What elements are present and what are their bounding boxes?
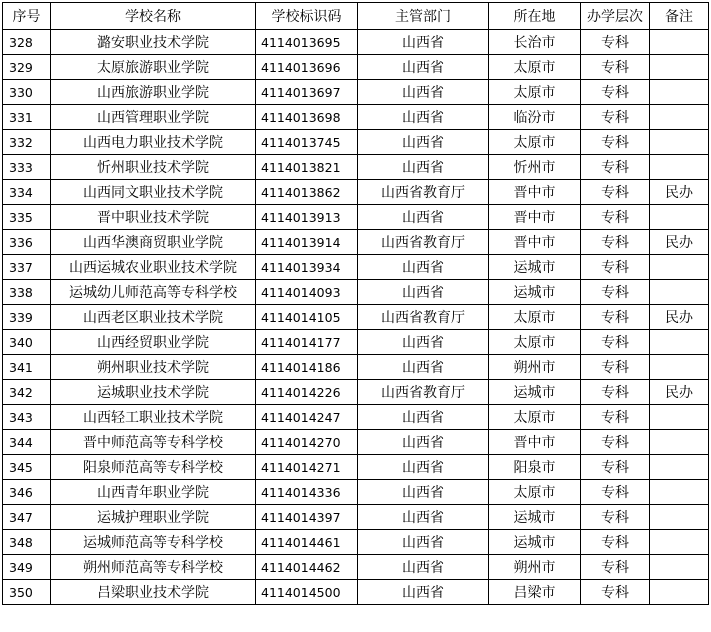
cell-level: 专科 xyxy=(581,555,650,580)
cell-department: 山西省 xyxy=(358,255,489,280)
cell-notes: 民办 xyxy=(650,380,709,405)
table-row xyxy=(3,580,709,605)
cell-location: 运城市 xyxy=(489,380,581,405)
table-row xyxy=(3,405,709,430)
cell-level: 专科 xyxy=(581,30,650,55)
cell-index: 341 xyxy=(3,355,51,380)
cell-notes xyxy=(650,130,709,155)
header-location: 所在地 xyxy=(489,3,581,30)
cell-location: 忻州市 xyxy=(489,155,581,180)
cell-school-code: 4114013913 xyxy=(256,205,358,230)
cell-school-name: 潞安职业技术学院 xyxy=(51,30,256,55)
cell-school-name: 晋中职业技术学院 xyxy=(51,205,256,230)
cell-department: 山西省 xyxy=(358,355,489,380)
cell-school-code: 4114013821 xyxy=(256,155,358,180)
cell-school-name: 运城师范高等专科学校 xyxy=(51,530,256,555)
cell-location: 太原市 xyxy=(489,330,581,355)
cell-location: 太原市 xyxy=(489,130,581,155)
cell-level: 专科 xyxy=(581,230,650,255)
cell-index: 339 xyxy=(3,305,51,330)
cell-index: 342 xyxy=(3,380,51,405)
cell-notes xyxy=(650,530,709,555)
table-row xyxy=(3,130,709,155)
cell-location: 临汾市 xyxy=(489,105,581,130)
cell-level: 专科 xyxy=(581,55,650,80)
cell-level: 专科 xyxy=(581,330,650,355)
cell-school-name: 运城职业技术学院 xyxy=(51,380,256,405)
table-row xyxy=(3,530,709,555)
cell-department: 山西省 xyxy=(358,405,489,430)
cell-notes xyxy=(650,455,709,480)
cell-index: 332 xyxy=(3,130,51,155)
cell-location: 太原市 xyxy=(489,305,581,330)
cell-notes xyxy=(650,430,709,455)
cell-level: 专科 xyxy=(581,405,650,430)
cell-level: 专科 xyxy=(581,305,650,330)
cell-notes xyxy=(650,505,709,530)
table-row xyxy=(3,230,709,255)
cell-location: 晋中市 xyxy=(489,180,581,205)
header-row xyxy=(3,3,709,30)
header-school-code: 学校标识码 xyxy=(256,3,358,30)
cell-school-name: 山西华澳商贸职业学院 xyxy=(51,230,256,255)
cell-department: 山西省 xyxy=(358,280,489,305)
cell-school-name: 山西旅游职业学院 xyxy=(51,80,256,105)
cell-level: 专科 xyxy=(581,455,650,480)
cell-school-code: 4114013695 xyxy=(256,30,358,55)
cell-school-code: 4114014500 xyxy=(256,580,358,605)
cell-school-code: 4114014271 xyxy=(256,455,358,480)
cell-level: 专科 xyxy=(581,480,650,505)
cell-school-code: 4114014462 xyxy=(256,555,358,580)
cell-notes xyxy=(650,55,709,80)
cell-index: 335 xyxy=(3,205,51,230)
cell-notes xyxy=(650,155,709,180)
cell-level: 专科 xyxy=(581,380,650,405)
cell-notes xyxy=(650,355,709,380)
cell-location: 太原市 xyxy=(489,480,581,505)
cell-index: 336 xyxy=(3,230,51,255)
cell-school-code: 4114013696 xyxy=(256,55,358,80)
cell-location: 运城市 xyxy=(489,505,581,530)
table-body xyxy=(3,30,709,605)
table-row xyxy=(3,455,709,480)
cell-index: 337 xyxy=(3,255,51,280)
cell-notes xyxy=(650,105,709,130)
cell-location: 运城市 xyxy=(489,255,581,280)
cell-school-code: 4114013914 xyxy=(256,230,358,255)
cell-location: 阳泉市 xyxy=(489,455,581,480)
header-school-name: 学校名称 xyxy=(51,3,256,30)
cell-index: 348 xyxy=(3,530,51,555)
cell-index: 345 xyxy=(3,455,51,480)
cell-notes: 民办 xyxy=(650,230,709,255)
cell-school-name: 朔州师范高等专科学校 xyxy=(51,555,256,580)
table-row xyxy=(3,80,709,105)
cell-school-name: 山西经贸职业学院 xyxy=(51,330,256,355)
table-row xyxy=(3,55,709,80)
cell-level: 专科 xyxy=(581,180,650,205)
cell-school-code: 4114013745 xyxy=(256,130,358,155)
cell-school-name: 太原旅游职业学院 xyxy=(51,55,256,80)
cell-school-name: 忻州职业技术学院 xyxy=(51,155,256,180)
table-row xyxy=(3,155,709,180)
cell-location: 晋中市 xyxy=(489,430,581,455)
cell-school-code: 4114014397 xyxy=(256,505,358,530)
table-row xyxy=(3,255,709,280)
cell-index: 340 xyxy=(3,330,51,355)
cell-level: 专科 xyxy=(581,105,650,130)
cell-notes: 民办 xyxy=(650,180,709,205)
cell-location: 长治市 xyxy=(489,30,581,55)
cell-school-code: 4114014247 xyxy=(256,405,358,430)
cell-location: 太原市 xyxy=(489,55,581,80)
cell-notes xyxy=(650,580,709,605)
table-row xyxy=(3,505,709,530)
cell-school-code: 4114014105 xyxy=(256,305,358,330)
header-department: 主管部门 xyxy=(358,3,489,30)
table-row xyxy=(3,180,709,205)
cell-index: 331 xyxy=(3,105,51,130)
cell-department: 山西省教育厅 xyxy=(358,380,489,405)
cell-department: 山西省 xyxy=(358,155,489,180)
cell-level: 专科 xyxy=(581,280,650,305)
cell-school-code: 4114014186 xyxy=(256,355,358,380)
cell-school-name: 山西电力职业技术学院 xyxy=(51,130,256,155)
table-row xyxy=(3,330,709,355)
cell-school-name: 山西轻工职业技术学院 xyxy=(51,405,256,430)
cell-location: 太原市 xyxy=(489,405,581,430)
cell-notes xyxy=(650,30,709,55)
cell-notes xyxy=(650,205,709,230)
table-row xyxy=(3,305,709,330)
cell-school-code: 4114014461 xyxy=(256,530,358,555)
cell-school-code: 4114014177 xyxy=(256,330,358,355)
cell-school-code: 4114013697 xyxy=(256,80,358,105)
cell-level: 专科 xyxy=(581,205,650,230)
cell-index: 347 xyxy=(3,505,51,530)
table-row xyxy=(3,205,709,230)
cell-department: 山西省 xyxy=(358,130,489,155)
cell-index: 343 xyxy=(3,405,51,430)
table-row xyxy=(3,430,709,455)
cell-department: 山西省 xyxy=(358,430,489,455)
cell-department: 山西省 xyxy=(358,505,489,530)
cell-notes xyxy=(650,480,709,505)
cell-school-code: 4114013698 xyxy=(256,105,358,130)
cell-school-code: 4114014093 xyxy=(256,280,358,305)
schools-table xyxy=(2,2,709,605)
cell-notes: 民办 xyxy=(650,305,709,330)
cell-notes xyxy=(650,555,709,580)
cell-department: 山西省 xyxy=(358,480,489,505)
cell-notes xyxy=(650,405,709,430)
cell-school-name: 吕梁职业技术学院 xyxy=(51,580,256,605)
cell-school-code: 4114014336 xyxy=(256,480,358,505)
cell-index: 346 xyxy=(3,480,51,505)
cell-school-name: 山西老区职业技术学院 xyxy=(51,305,256,330)
cell-school-code: 4114013934 xyxy=(256,255,358,280)
cell-level: 专科 xyxy=(581,505,650,530)
cell-location: 太原市 xyxy=(489,80,581,105)
cell-department: 山西省 xyxy=(358,530,489,555)
cell-department: 山西省 xyxy=(358,555,489,580)
cell-school-name: 山西运城农业职业技术学院 xyxy=(51,255,256,280)
cell-department: 山西省 xyxy=(358,55,489,80)
cell-department: 山西省 xyxy=(358,30,489,55)
cell-department: 山西省 xyxy=(358,580,489,605)
cell-school-name: 晋中师范高等专科学校 xyxy=(51,430,256,455)
cell-school-name: 山西管理职业学院 xyxy=(51,105,256,130)
cell-school-name: 朔州职业技术学院 xyxy=(51,355,256,380)
cell-department: 山西省 xyxy=(358,205,489,230)
cell-location: 朔州市 xyxy=(489,355,581,380)
table-row xyxy=(3,280,709,305)
cell-school-code: 4114014270 xyxy=(256,430,358,455)
table-row xyxy=(3,380,709,405)
cell-location: 运城市 xyxy=(489,530,581,555)
cell-index: 329 xyxy=(3,55,51,80)
cell-notes xyxy=(650,330,709,355)
cell-index: 334 xyxy=(3,180,51,205)
cell-department: 山西省 xyxy=(358,105,489,130)
header-level: 办学层次 xyxy=(581,3,650,30)
cell-index: 330 xyxy=(3,80,51,105)
cell-index: 333 xyxy=(3,155,51,180)
cell-level: 专科 xyxy=(581,80,650,105)
cell-notes xyxy=(650,280,709,305)
cell-department: 山西省 xyxy=(358,330,489,355)
cell-school-code: 4114013862 xyxy=(256,180,358,205)
cell-school-name: 山西同文职业技术学院 xyxy=(51,180,256,205)
cell-notes xyxy=(650,80,709,105)
header-notes: 备注 xyxy=(650,3,709,30)
cell-location: 朔州市 xyxy=(489,555,581,580)
cell-level: 专科 xyxy=(581,530,650,555)
cell-index: 328 xyxy=(3,30,51,55)
table-row xyxy=(3,480,709,505)
cell-department: 山西省 xyxy=(358,455,489,480)
cell-index: 350 xyxy=(3,580,51,605)
cell-school-name: 山西青年职业学院 xyxy=(51,480,256,505)
cell-department: 山西省 xyxy=(358,80,489,105)
table-row xyxy=(3,105,709,130)
table-row xyxy=(3,355,709,380)
table-row xyxy=(3,555,709,580)
cell-department: 山西省教育厅 xyxy=(358,230,489,255)
table-row xyxy=(3,30,709,55)
cell-level: 专科 xyxy=(581,155,650,180)
cell-index: 344 xyxy=(3,430,51,455)
cell-index: 349 xyxy=(3,555,51,580)
cell-level: 专科 xyxy=(581,255,650,280)
cell-location: 吕梁市 xyxy=(489,580,581,605)
cell-location: 晋中市 xyxy=(489,230,581,255)
cell-notes xyxy=(650,255,709,280)
cell-level: 专科 xyxy=(581,430,650,455)
cell-school-name: 运城护理职业学院 xyxy=(51,505,256,530)
cell-school-name: 阳泉师范高等专科学校 xyxy=(51,455,256,480)
cell-level: 专科 xyxy=(581,130,650,155)
cell-school-name: 运城幼儿师范高等专科学校 xyxy=(51,280,256,305)
cell-location: 晋中市 xyxy=(489,205,581,230)
cell-school-code: 4114014226 xyxy=(256,380,358,405)
cell-level: 专科 xyxy=(581,580,650,605)
cell-department: 山西省教育厅 xyxy=(358,305,489,330)
cell-department: 山西省教育厅 xyxy=(358,180,489,205)
header-index: 序号 xyxy=(3,3,51,30)
cell-level: 专科 xyxy=(581,355,650,380)
cell-location: 运城市 xyxy=(489,280,581,305)
cell-index: 338 xyxy=(3,280,51,305)
